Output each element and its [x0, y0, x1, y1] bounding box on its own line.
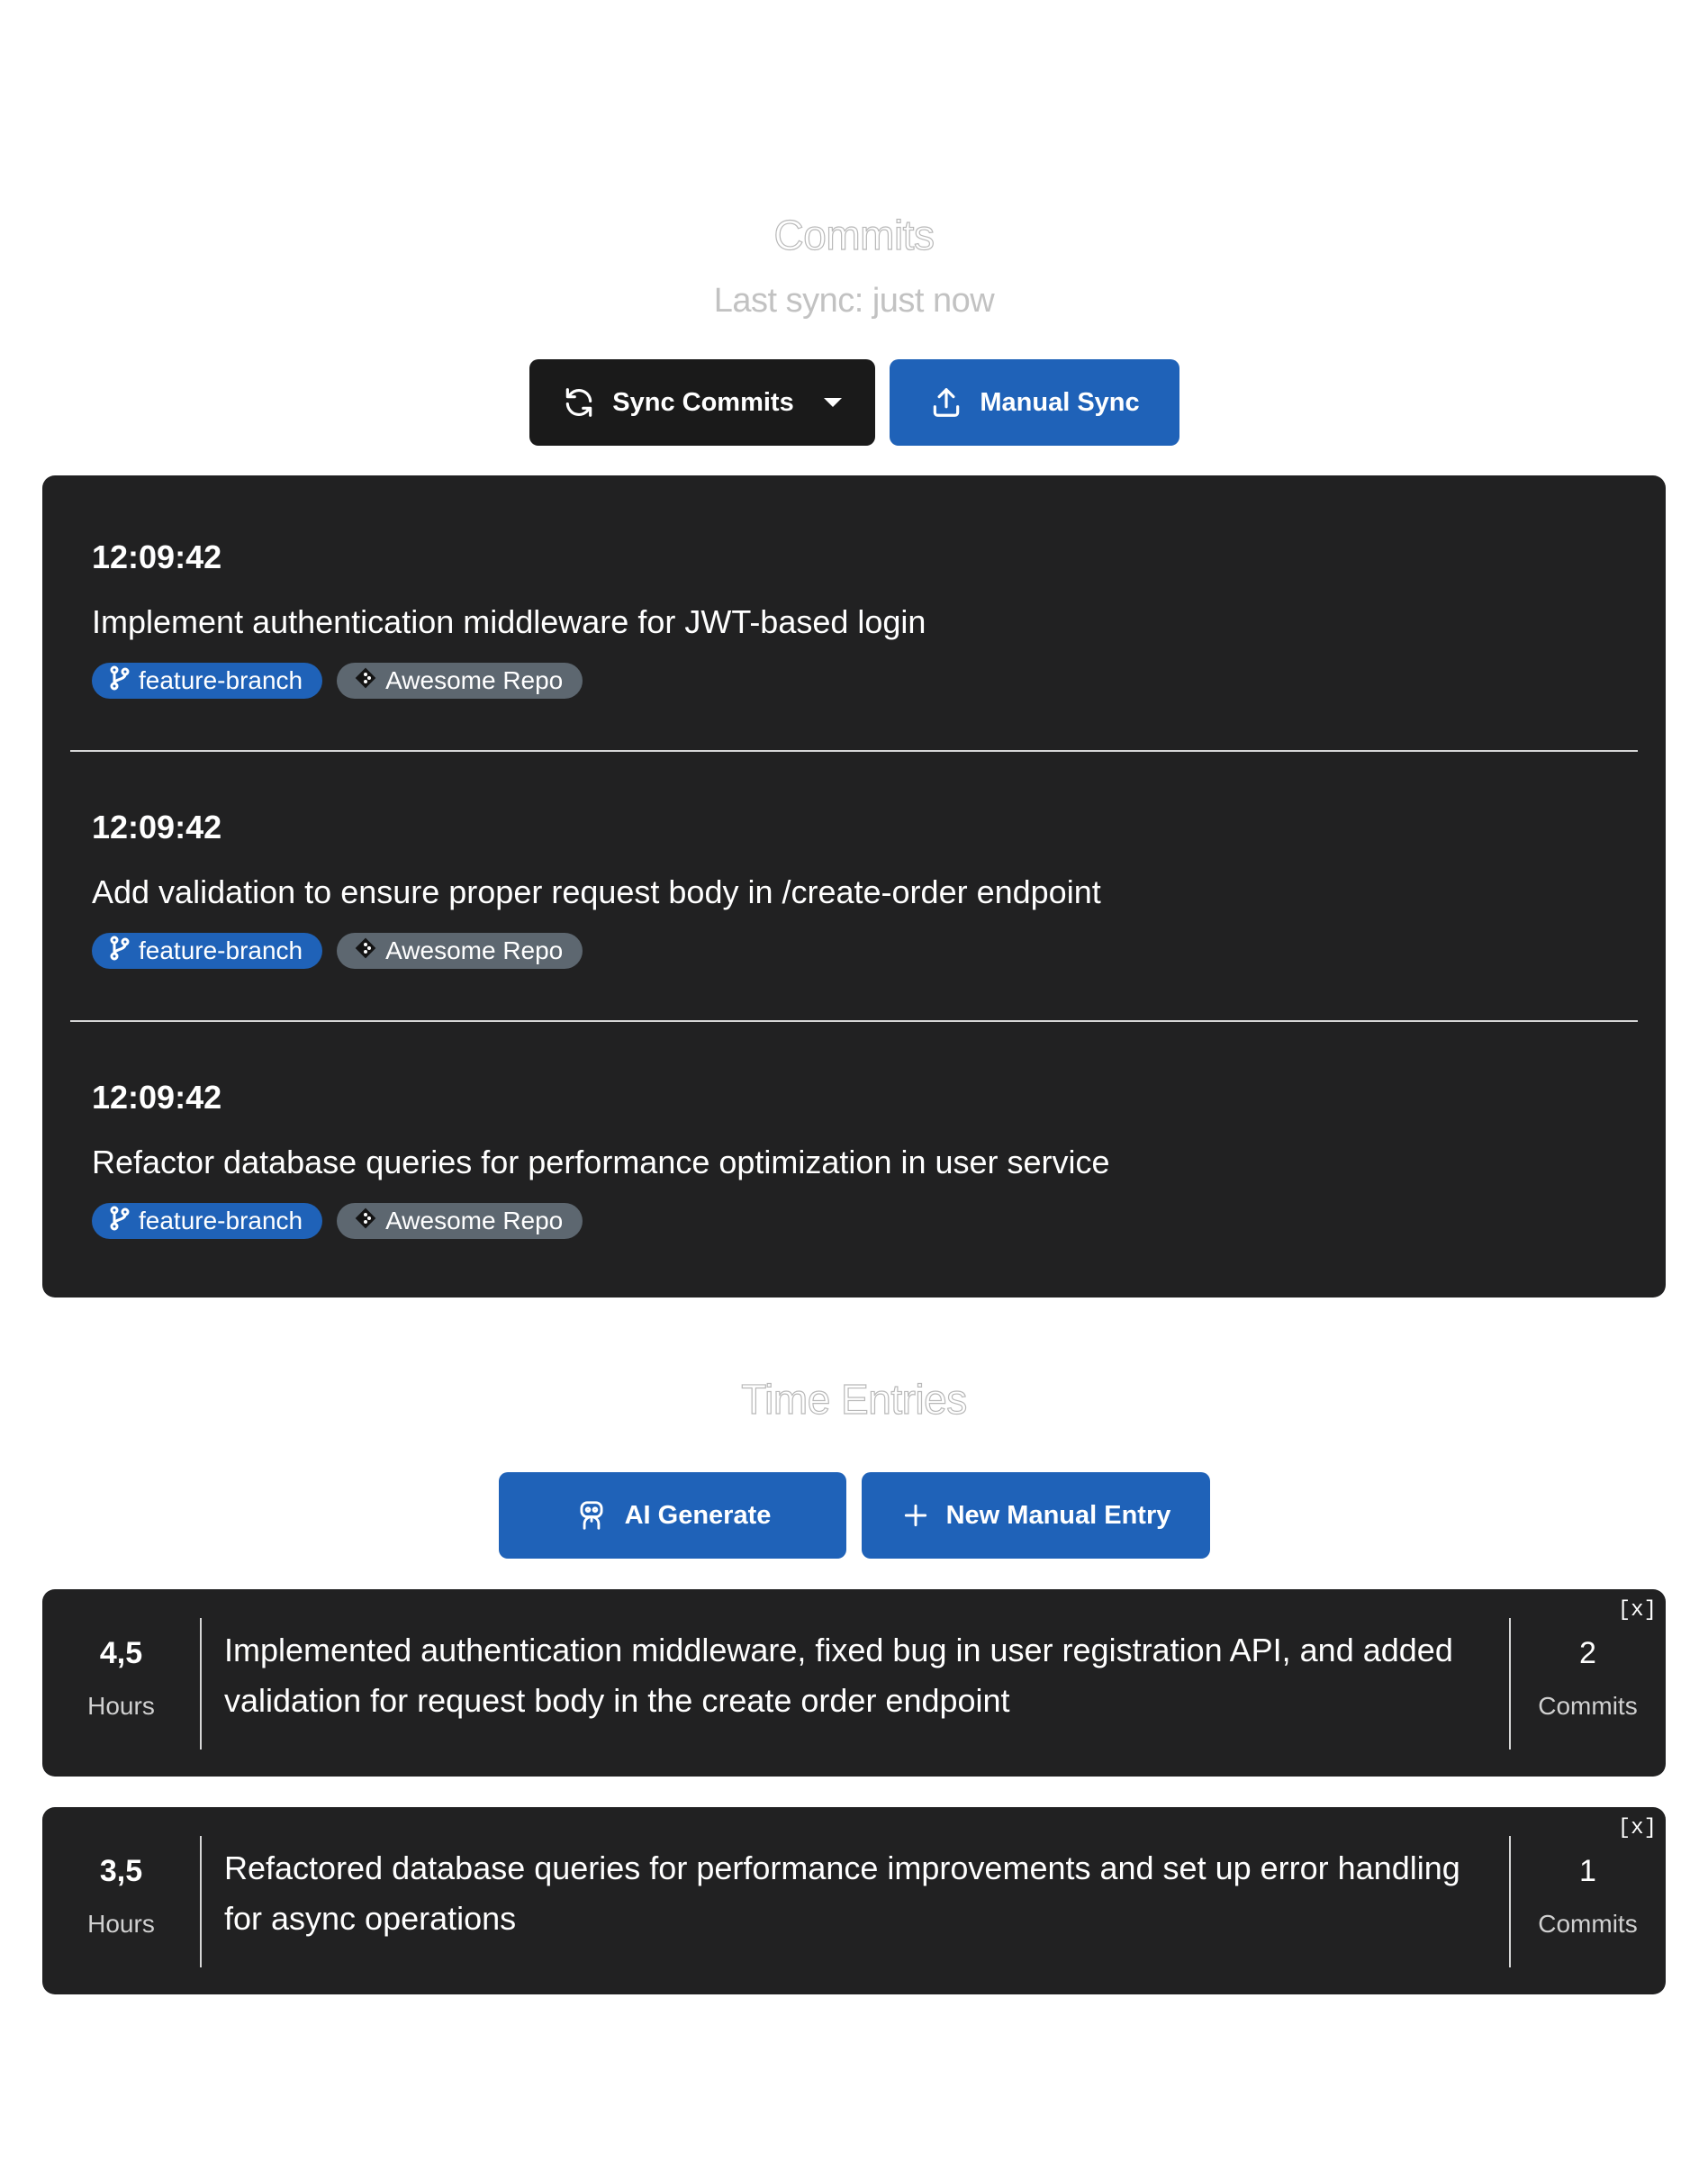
commit-item[interactable] — [42, 475, 1666, 746]
commits-label: Commits — [1538, 1910, 1638, 1938]
branch-tag — [92, 933, 322, 969]
delete-entry-button[interactable]: [x] — [1617, 1598, 1657, 1623]
commit-time: 12:09:42 — [92, 1079, 222, 1116]
git-diamond-icon — [355, 666, 376, 695]
git-branch-icon — [110, 936, 130, 967]
repo-name: Awesome Repo — [385, 666, 564, 694]
git-diamond-icon — [355, 936, 376, 965]
delete-entry-button[interactable]: [x] — [1617, 1816, 1657, 1840]
time-entries-heading: Time Entries — [741, 1376, 967, 1423]
last-sync-text: Last sync: just now — [713, 282, 995, 320]
sync-commits-button[interactable] — [529, 359, 875, 446]
ai-generate-label: AI Generate — [624, 1500, 772, 1530]
commit-item[interactable] — [42, 746, 1666, 1016]
commit-message: Implement authentication middleware for JWT-based login — [92, 603, 926, 640]
entry-description: Implemented authentication middleware, fixed bug in user registration API, and added validation for request body in the create order endpoint — [224, 1632, 1453, 1719]
hours-value: 4,5 — [99, 1636, 143, 1670]
sync-commits-label: Sync Commits — [612, 387, 794, 417]
manual-sync-button[interactable] — [890, 359, 1179, 446]
branch-tag — [92, 663, 322, 699]
repo-tag — [337, 933, 583, 969]
time-entry-card[interactable] — [42, 1807, 1666, 1994]
repo-tag — [337, 663, 583, 699]
git-branch-icon — [110, 665, 130, 697]
repo-tag — [337, 1203, 583, 1239]
caret-down-icon[interactable] — [823, 396, 843, 409]
hours-value: 3,5 — [99, 1854, 143, 1888]
commit-message: Add validation to ensure proper request body in /create-order endpoint — [92, 873, 1101, 910]
plus-icon — [901, 1501, 930, 1530]
repo-name: Awesome Repo — [385, 936, 564, 964]
branch-name: feature-branch — [139, 666, 303, 694]
ai-generate-button[interactable] — [499, 1472, 846, 1559]
new-manual-entry-label: New Manual Entry — [945, 1500, 1171, 1530]
commit-item[interactable] — [42, 1016, 1666, 1286]
divider — [200, 1618, 202, 1750]
hours-label: Hours — [87, 1910, 155, 1938]
git-diamond-icon — [355, 1207, 376, 1235]
repo-name: Awesome Repo — [385, 1207, 564, 1234]
new-manual-entry-button[interactable] — [862, 1472, 1210, 1559]
commits-list — [42, 475, 1666, 1298]
commits-label: Commits — [1538, 1692, 1638, 1720]
robot-icon — [574, 1498, 609, 1533]
commit-message: Refactor database queries for performance optimization in user service — [92, 1144, 1110, 1180]
upload-icon — [929, 385, 963, 420]
divider — [200, 1836, 202, 1967]
hours-label: Hours — [87, 1692, 155, 1720]
branch-tag — [92, 1203, 322, 1239]
git-branch-icon — [110, 1206, 130, 1237]
branch-name: feature-branch — [139, 1207, 303, 1234]
manual-sync-label: Manual Sync — [980, 387, 1140, 417]
commit-time: 12:09:42 — [92, 538, 222, 575]
commit-time: 12:09:42 — [92, 809, 222, 845]
commits-count: 1 — [1579, 1854, 1596, 1888]
sync-icon — [562, 385, 596, 420]
commits-heading: Commits — [773, 212, 935, 258]
entry-description: Refactored database queries for performance improvements and set up error handling for async operations — [224, 1849, 1460, 1937]
branch-name: feature-branch — [139, 936, 303, 964]
time-entry-card[interactable] — [42, 1589, 1666, 1777]
commits-count: 2 — [1579, 1636, 1596, 1670]
